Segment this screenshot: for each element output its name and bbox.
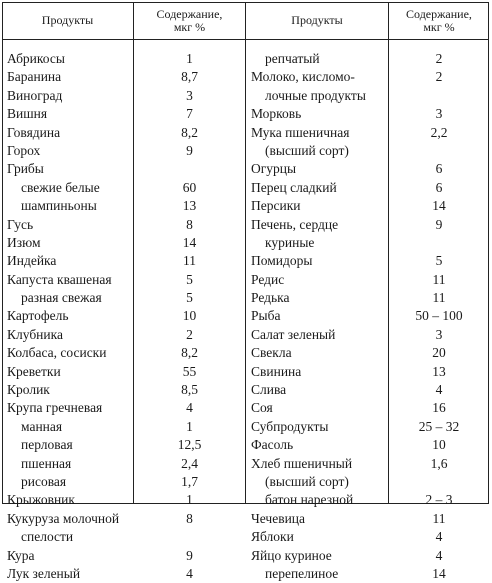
table-row	[2, 142, 245, 160]
table-row	[246, 234, 489, 252]
product-name: Чечевица	[251, 510, 306, 526]
content-value: 16	[432, 400, 446, 416]
table-row	[2, 473, 245, 491]
table-row	[2, 436, 245, 454]
table-row	[246, 455, 489, 473]
content-value: 7	[186, 106, 193, 122]
table-row	[246, 252, 489, 270]
product-name: Молоко, кисломо-	[251, 69, 355, 85]
product-name: Печень, сердце	[251, 216, 339, 232]
product-name: перловая	[21, 437, 73, 453]
product-name: Кукуруза молочной	[7, 510, 120, 526]
product-name: Лук зеленый	[7, 565, 81, 581]
product-name: Фасоль	[251, 437, 294, 453]
content-value: 55	[182, 363, 197, 379]
table-row	[2, 271, 245, 289]
table-row	[246, 326, 489, 344]
table-row	[246, 491, 489, 509]
product-name: Крыжовник	[7, 492, 75, 508]
header-product-left: Продукты	[41, 13, 94, 27]
product-name: Яйцо куриное	[251, 547, 332, 563]
product-name: Колбаса, сосиски	[7, 345, 107, 361]
product-name: Свекла	[251, 345, 292, 361]
header-content-left: Содержание, мкг %	[156, 6, 223, 34]
product-name: Индейка	[7, 253, 57, 269]
content-value: 20	[432, 345, 446, 361]
content-value: 5	[186, 271, 193, 287]
product-name: спелости	[21, 529, 74, 545]
table-row	[2, 344, 245, 362]
product-name: Яблоки	[251, 529, 294, 545]
content-value: 3	[435, 106, 443, 122]
product-name: Гусь	[7, 216, 34, 232]
content-value: 9	[186, 547, 193, 563]
table-row	[2, 510, 245, 528]
table-row	[246, 344, 489, 362]
content-value: 13	[182, 198, 197, 214]
table-row	[246, 289, 489, 307]
product-name: Крупа гречневая	[7, 400, 103, 416]
product-name: Соя	[251, 400, 273, 416]
table-row	[246, 528, 489, 546]
product-name: Говядина	[7, 124, 61, 140]
product-name: Огурцы	[251, 161, 297, 177]
content-value: 11	[432, 271, 446, 287]
product-name: Перец сладкий	[251, 179, 337, 195]
table-row	[246, 473, 489, 491]
content-value: 13	[432, 363, 446, 379]
content-value: 10	[182, 308, 197, 324]
product-name: Свинина	[251, 363, 302, 379]
product-name: Кура	[7, 547, 35, 563]
content-value: 1,7	[181, 473, 198, 489]
content-value: 2,2	[430, 124, 448, 140]
table-row	[246, 142, 489, 160]
left-column	[2, 50, 245, 583]
content-value: 25 – 32	[418, 418, 460, 434]
table-row	[246, 510, 489, 528]
table-row	[2, 197, 245, 215]
table-row	[246, 216, 489, 234]
product-name: Морковь	[251, 106, 302, 122]
content-value: 3	[435, 326, 443, 342]
table-row	[2, 289, 245, 307]
product-name: Изюм	[7, 234, 41, 250]
table-row	[2, 87, 245, 105]
table-row	[2, 216, 245, 234]
product-name: манная	[21, 418, 63, 434]
product-name: Рыба	[251, 308, 281, 324]
product-name: Редька	[251, 290, 290, 306]
content-value: 2	[435, 51, 443, 66]
content-value: 14	[182, 234, 197, 250]
table-row	[246, 307, 489, 325]
content-value: 6	[435, 161, 443, 177]
right-column	[246, 50, 489, 583]
product-name: Мука пшеничная	[251, 124, 350, 140]
table-row	[246, 124, 489, 142]
content-value: 4	[435, 529, 443, 545]
product-name: перепелиное	[265, 565, 339, 581]
content-value: 1	[186, 492, 193, 508]
product-name: пшенная	[21, 455, 72, 471]
content-value: 11	[432, 290, 446, 306]
content-value: 9	[435, 216, 443, 232]
table-row	[2, 528, 245, 546]
content-value: 1	[186, 418, 193, 434]
content-value: 8,7	[181, 69, 198, 85]
table-row	[246, 68, 489, 86]
table-row	[246, 565, 489, 583]
table-row	[246, 436, 489, 454]
product-name: Баранина	[7, 69, 62, 85]
product-name: Редис	[251, 271, 285, 287]
table-row	[2, 105, 245, 123]
content-value: 2	[186, 326, 193, 342]
nutrient-table	[2, 2, 489, 581]
table-row	[2, 491, 245, 509]
table-row	[2, 252, 245, 270]
content-value: 8	[186, 216, 193, 232]
product-name: Хлеб пшеничный	[251, 455, 353, 471]
content-value: 8,5	[181, 382, 198, 398]
content-value: 4	[186, 400, 193, 416]
header-divider	[2, 39, 489, 40]
product-name: Абрикосы	[7, 51, 65, 66]
product-name: куриные	[265, 234, 315, 250]
content-value: 2	[435, 69, 443, 85]
table-row	[246, 160, 489, 178]
content-value: 5	[186, 290, 193, 306]
product-name: Виноград	[7, 87, 63, 103]
table-row	[246, 271, 489, 289]
content-value: 1	[186, 51, 193, 66]
table-row	[2, 326, 245, 344]
table-row	[246, 87, 489, 105]
table-row	[246, 179, 489, 197]
content-value: 10	[432, 437, 446, 453]
content-value: 11	[432, 510, 446, 526]
table-row	[246, 418, 489, 436]
table-row	[2, 381, 245, 399]
product-name: Картофель	[7, 308, 69, 324]
content-value: 5	[435, 253, 443, 269]
table-row	[2, 307, 245, 325]
product-name: Креветки	[7, 363, 61, 379]
product-name: Вишня	[7, 106, 48, 122]
product-name: шампиньоны	[21, 198, 97, 214]
content-value: 8,2	[181, 345, 198, 361]
content-value: 4	[435, 547, 443, 563]
table-row	[2, 160, 245, 178]
table-row	[246, 197, 489, 215]
content-value: 8	[186, 510, 193, 526]
content-value: 14	[432, 565, 446, 581]
table-row	[2, 68, 245, 86]
product-name: (высший сорт)	[265, 473, 349, 489]
product-name: лочные продукты	[265, 87, 366, 103]
content-value: 8,2	[181, 124, 198, 140]
content-value: 11	[183, 253, 196, 269]
content-value: 9	[186, 142, 193, 158]
content-value: 4	[435, 382, 443, 398]
product-name: Субпродукты	[251, 418, 329, 434]
product-name: (высший сорт)	[265, 142, 349, 158]
table-row	[2, 399, 245, 417]
table-row	[2, 418, 245, 436]
table-row	[246, 363, 489, 381]
table-row	[2, 547, 245, 565]
table-row	[2, 455, 245, 473]
product-name: свежие белые	[21, 179, 100, 195]
product-name: Клубника	[7, 326, 63, 342]
table-row	[2, 179, 245, 197]
product-name: Персики	[251, 198, 301, 214]
table-row	[2, 50, 245, 68]
product-name: батон нарезной	[265, 492, 354, 508]
product-name: Кролик	[7, 382, 50, 398]
product-name: Грибы	[7, 161, 44, 177]
product-name: репчатый	[265, 51, 320, 66]
content-value: 12,5	[177, 437, 202, 453]
table-row	[2, 124, 245, 142]
header-product-right: Продукты	[291, 13, 343, 27]
product-name: Салат зеленый	[251, 326, 336, 342]
content-value: 14	[432, 198, 446, 214]
table-row	[2, 565, 245, 583]
product-name: рисовая	[21, 473, 67, 489]
content-value: 4	[186, 565, 193, 581]
table-row	[246, 399, 489, 417]
header-content-right: Содержание, мкг %	[406, 6, 472, 34]
content-value: 2 – 3	[425, 492, 453, 508]
content-value: 1,6	[430, 455, 448, 471]
content-value: 60	[182, 179, 197, 195]
table-row	[246, 105, 489, 123]
table-row	[246, 547, 489, 565]
content-value: 50 – 100	[415, 308, 463, 324]
content-value: 2,4	[181, 455, 198, 471]
product-name: Капуста квашеная	[7, 271, 112, 287]
table-row	[246, 50, 489, 68]
content-value: 3	[186, 87, 193, 103]
product-name: разная свежая	[21, 290, 102, 306]
table-row	[246, 381, 489, 399]
content-value: 6	[435, 179, 443, 195]
product-name: Горох	[7, 142, 41, 158]
product-name: Помидоры	[251, 253, 313, 269]
table-row	[2, 234, 245, 252]
table-row	[2, 363, 245, 381]
product-name: Слива	[251, 382, 287, 398]
